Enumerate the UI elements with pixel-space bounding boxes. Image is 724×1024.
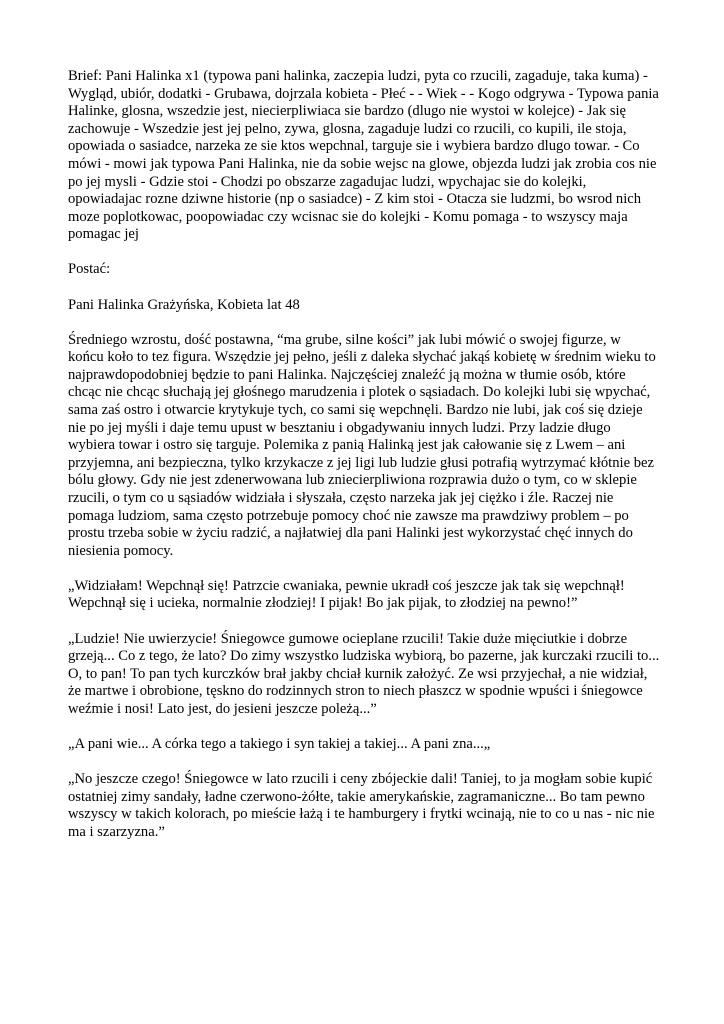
document-page — [68, 68, 660, 859]
character-description: Średniego wzrostu, dość postawna, “ma grube, silne kości” jak lubi mówić o swojej figurze, w końcu koło to tez figura. Wszędzie jej pełno, jeśli z daleka słychać jakąś kobietę w średnim wieku to najprawdopodobniej będzie to pani Halinka. Najczęściej znaleźć ją można w tłumie osób, które chcąc nie chcąc słuchają jej głośnego marudzenia i plotek o sąsiadach. Do kolejki lubi się wpychać, sama zaś ostro i otwarcie krytykuje tych, co sami się wepchnęli. Bardzo nie lubi, jak coś się dzieje nie po jej myśli i daje temu upust w besztaniu i obgadywaniu innych ludzi. Przy ladzie długo wybiera towar i ostro się targuje. Polemika z panią Halinką jest jak całowanie się z Lwem – ani przyjemna, ani bezpieczna, tylko krzykacze z jej ligi lub ludzie głusi potrafią wytrzymać kłótnie bez bólu głowy. Gdy nie jest zdenerwowana lub zniecierpliwiona rozprawia dużo o tym, co w sklepie rzucili, o tym co u sąsiadów widziała i słyszała, często narzeka jak jej ciężko i źle. Raczej nie pomaga ludziom, sama często potrzebuje pomocy choć nie zawsze ma prawdziwy problem – po prostu trzeba sobie w życiu radzić, a najłatwiej dla pani Halinki jest wykorzystać chęć innych do niesienia pomocy. — [68, 331, 656, 559]
quote-paragraph: „A pani wie... A córka tego a takiego i syn takiej a takiej... A pani zna...„ — [68, 736, 491, 752]
quote-paragraph: „Ludzie! Nie uwierzycie! Śniegowce gumowe ocieplane rzucili! Takie duże mięciutkie i dobrze grzeją... Co z tego, że lato? Do zimy wszystko ludziska wybiorą, bo pazerne, jak kurczaki rzucili to... O, to pan! To pan tych kurczków brał jakby chciał kurnik założyć. Ze wsi przyjechał, a nie widział, że martwe i obrobione, tęskno do rodzinnych stron to niech płaszcz w spodnie wpuści i śniegowce weźmie i nosi! Lato jest, do jesieni jeszcze poleżą...” — [68, 630, 660, 717]
quote-paragraph: „No jeszcze czego! Śniegowce w lato rzucili i ceny zbójeckie dali! Taniej, to ja mogłam sobie kupić ostatniej zimy sandały, ładne czerwono-żółte, takie amerykańskie, zagramaniczne... Bo tam pewno wszyscy w takich kolorach, po mieście łażą i te hamburgery i frytki wcinają, nie to co u nas - nic nie ma i szarzyzna.” — [68, 771, 655, 840]
section-heading: Postać: — [68, 261, 111, 278]
quote-paragraph: „Widziałam! Wepchnął się! Patrzcie cwaniaka, pewnie ukradł coś jeszcze jak tak się wepchnął! Wepchnął się i ucieka, normalnie złodziej! I pijak! Bo jak pijak, to złodziej na pewno!” — [68, 577, 625, 612]
brief-paragraph: Brief: Pani Halinka x1 (typowa pani halinka, zaczepia ludzi, pyta co rzucili, zagaduje, taka kuma) - Wygląd, ubiór, dodatki - Grubawa, dojrzala kobieta - Płeć - - Wiek - - Kogo odgrywa - Typowa pania Halinke, glosna, wszedzie jest, niecierpliwiaca sie bardzo (dlugo nie wystoi w kolejce) - Jak się zachowuje - Wszedzie jest jej pelno, zywa, glosna, zagaduje ludzi co rzucili, co kupili, ile stoja, opowiada o sasiadce, narzeka ze sie ktos wepchnal, targuje sie i wybiera bardzo dlugo towar. - Co mówi - mowi jak typowa Pani Halinka, nie da sobie wejsc na glowe, objezda ludzi jak zrobia cos nie po jej mysli - Gdzie stoi - Chodzi po obszarze zagadujac ludzi, wpychajac sie do kolejki, opowiadajac rozne dziwne historie (np o sasiadce) - Z kim stoi - Otacza sie ludzmi, bo wsrod nich moze poplotkowac, poopowiadac czy wcisnac sie do kolejki - Komu pomaga - to wszyscy maja pomagac jej — [68, 68, 659, 243]
character-name: Pani Halinka Grażyńska, Kobieta lat 48 — [68, 296, 300, 313]
